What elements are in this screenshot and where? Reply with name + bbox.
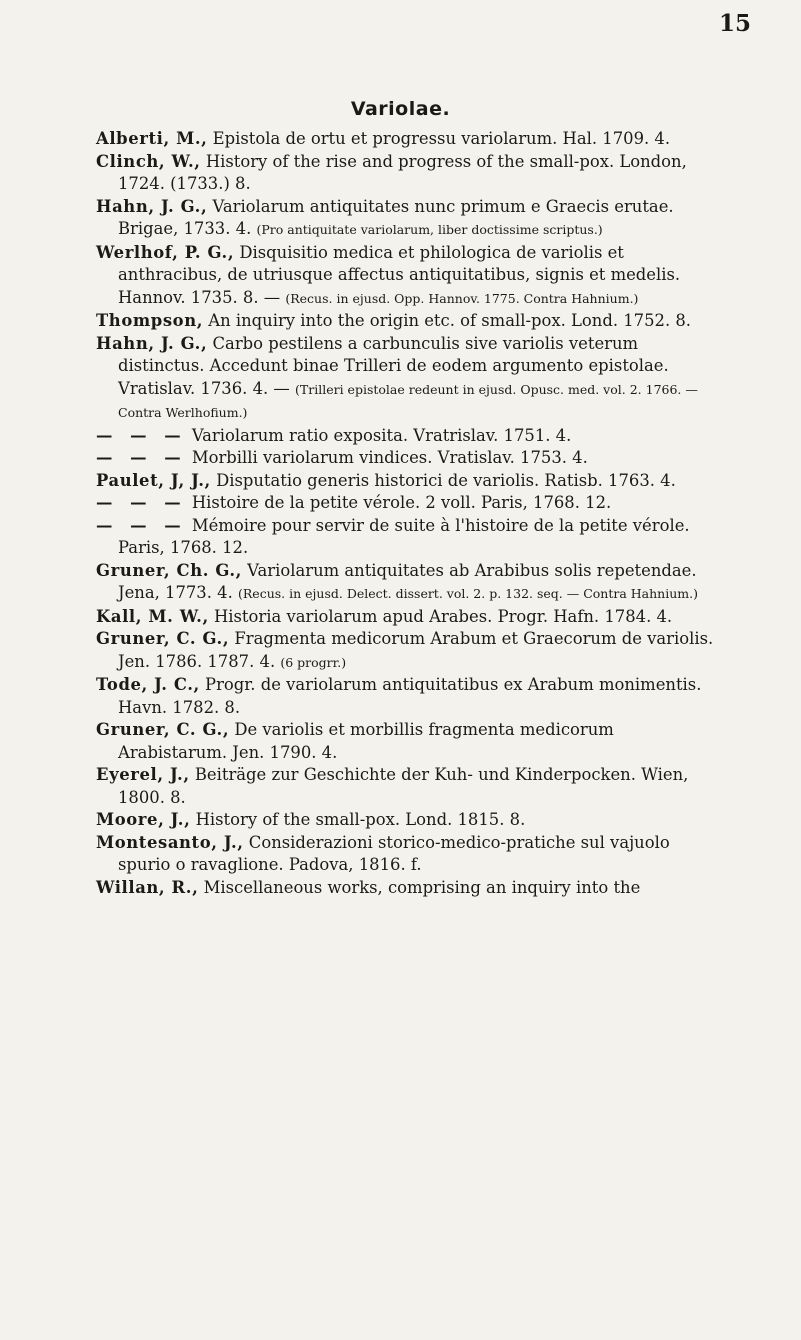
bib-entry: [96, 674, 726, 719]
entry-text: Variolarum ratio exposita. Vratrislav. 1751. 4.: [191, 425, 572, 445]
bib-entry: [96, 333, 726, 425]
entry-author: Tode, J. C.,: [96, 675, 200, 694]
bibliography-list: [96, 128, 726, 899]
entry-note: (Pro antiquitate variolarum, liber doctissime scriptus.): [256, 222, 603, 237]
entry-text: Miscellaneous works, comprising an inquiry into the: [203, 877, 641, 897]
entry-text: Beiträge zur Geschichte der Kuh- und Kinderpocken. Wien, 1800. 8.: [118, 765, 689, 807]
ditto-mark: — — —: [96, 515, 187, 535]
entry-note: (Recus. in ejusd. Delect. dissert. vol. 2. p. 132. seq. — Contra Hahnium.): [238, 586, 698, 601]
section-heading: Variolae.: [350, 98, 451, 120]
entry-text: Disputatio generis historici de variolis. Ratisb. 1763. 4.: [216, 470, 676, 490]
entry-text: History of the small-pox. Lond. 1815. 8.: [195, 810, 526, 829]
entry-text: Historia variolarum apud Arabes. Progr. Hafn. 1784. 4.: [213, 606, 673, 626]
entry-text: An inquiry into the origin etc. of small-pox. Lond. 1752. 8.: [208, 311, 692, 330]
bib-entry: [96, 628, 726, 674]
bib-entry: [96, 492, 726, 515]
bib-entry: [96, 310, 726, 333]
bib-entry: [96, 151, 726, 196]
entry-author: Eyerel, J.,: [96, 765, 190, 784]
entry-author: Clinch, W.,: [96, 151, 201, 171]
bib-entry: [96, 515, 726, 560]
entry-text: Variolarum antiquitates nunc primum e Graecis erutae. Brigae, 1733. 4.: [118, 196, 674, 238]
entry-text: Progr. de variolarum antiquitatibus ex Arabum monimentis. Havn. 1782. 8.: [118, 675, 702, 717]
entry-text: Variolarum antiquitates ab Arabibus solis repetendae. Jena, 1773. 4.: [118, 560, 697, 602]
bib-entry: [96, 809, 726, 832]
entry-author: Kall, M. W.,: [96, 606, 209, 626]
bib-entry: [96, 470, 726, 493]
entry-author: Gruner, C. G.,: [96, 720, 230, 739]
entry-text: Histoire de la petite vérole. 2 voll. Paris, 1768. 12.: [191, 493, 612, 512]
bib-entry: [96, 560, 726, 606]
entry-author: Montesanto, J.,: [96, 832, 244, 852]
ditto-mark: — — —: [96, 448, 187, 467]
bib-entry: [96, 606, 726, 629]
entry-author: Werlhof, P. G.,: [96, 242, 235, 262]
entry-author: Willan, R.,: [96, 877, 199, 897]
bib-entry: [96, 832, 726, 877]
entry-text: History of the rise and progress of the small-pox. London, 1724. (1733.) 8.: [118, 151, 687, 193]
entry-author: Thompson,: [96, 311, 204, 330]
bib-entry: [96, 128, 726, 151]
entry-text: Mémoire pour servir de suite à l'histoire de la petite vérole. Paris, 1768. 12.: [118, 515, 690, 557]
entry-author: Hahn, J. G.,: [96, 333, 208, 353]
entry-note: (6 progrr.): [280, 654, 347, 670]
entry-text: De variolis et morbillis fragmenta medicorum Arabistarum. Jen. 1790. 4.: [118, 720, 614, 762]
entry-text: Disquisitio medica et philologica de variolis et anthracibus, de utriusque affectus antiquitatibus, signis et medelis. Hannov. 1735. 8. —: [118, 242, 681, 307]
bib-entry: [96, 425, 726, 448]
bib-entry: [96, 719, 726, 764]
entry-text: Morbilli variolarum vindices. Vratislav. 1753. 4.: [191, 448, 588, 467]
ditto-mark: — — —: [96, 425, 187, 445]
entry-text: Epistola de ortu et progressu variolarum. Hal. 1709. 4.: [212, 129, 671, 148]
bib-entry: [96, 196, 726, 242]
entry-text: Fragmenta medicorum Arabum et Graecorum de variolis. Jen. 1786. 1787. 4.: [118, 629, 714, 671]
entry-author: Paulet, J, J.,: [96, 470, 211, 490]
entry-text: Carbo pestilens a carbunculis sive variolis veterum distinctus. Accedunt binae Trilleri de eodem argumento epistolae. Vratislav. 1736. 4. —: [118, 333, 669, 398]
page-number: 15: [718, 10, 751, 37]
entry-note: (Recus. in ejusd. Opp. Hannov. 1775. Contra Hahnium.): [285, 290, 639, 306]
entry-author: Alberti, M.,: [96, 129, 208, 148]
entry-author: Moore, J.,: [96, 810, 191, 829]
ditto-mark: — — —: [96, 493, 187, 512]
entry-text: Considerazioni storico-medico-pratiche sul vajuolo spurio o ravaglione. Padova, 1816. f.: [118, 832, 670, 874]
entry-author: Gruner, Ch. G.,: [96, 560, 242, 580]
bib-entry: [96, 447, 726, 470]
bib-entry: [96, 764, 726, 809]
entry-author: Hahn, J. G.,: [96, 196, 208, 216]
entry-note: (Trilleri epistolae redeunt in ejusd. Opusc. med. vol. 2. 1766. — Contra Werlhofium.): [118, 381, 698, 420]
bib-entry: [96, 242, 726, 311]
entry-author: Gruner, C. G.,: [96, 629, 230, 648]
bib-entry: [96, 877, 726, 900]
